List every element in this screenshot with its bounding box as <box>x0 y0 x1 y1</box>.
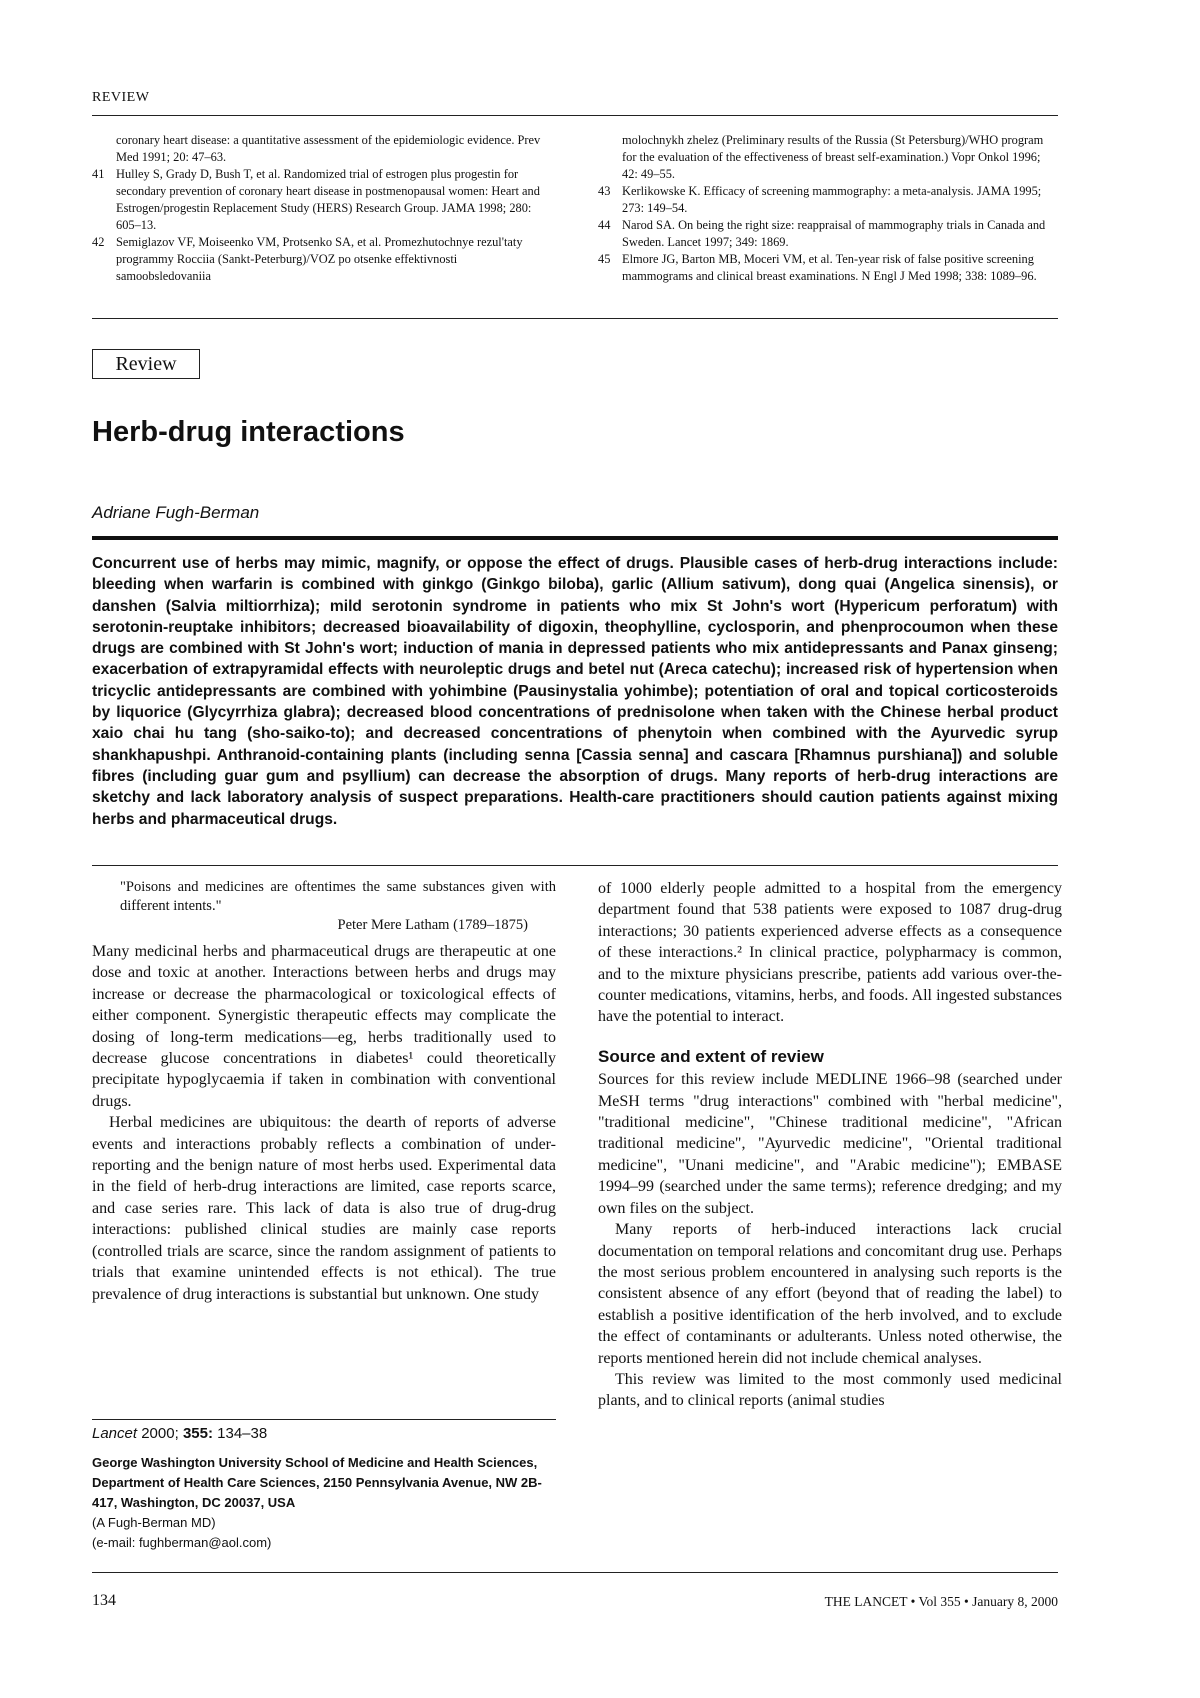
running-header: REVIEW <box>92 90 150 105</box>
citation <box>92 1425 267 1442</box>
author-name: Adriane Fugh-Berman <box>92 503 260 522</box>
references-bottom-rule <box>92 318 1058 319</box>
reference-entry: 44 Narod SA. On being the right size: reappraisal of mammography trials in Canada and Sweden. Lancet 1997; 349: 1869. <box>598 218 1046 249</box>
references-right-column <box>598 132 1053 285</box>
section-label-box: Review <box>92 349 200 379</box>
citation-journal: Lancet <box>92 1425 138 1442</box>
body-paragraph: This review was limited to the most commonly used medicinal plants, and to clinical reports (animal studies <box>598 1370 1062 1410</box>
article-title: Herb-drug interactions <box>92 416 405 448</box>
page-number: 134 <box>92 1592 116 1609</box>
reference-entry: 42 Semiglazov VF, Moiseenko VM, Protsenko SA, et al. Promezhutochnye rezul'taty programmy Rocciia (Sankt-Peterburg)/VOZ po otsenke effektivnosti samoobsledovaniia <box>92 235 523 283</box>
references-left-column <box>92 132 547 285</box>
citation-rule <box>92 1419 556 1420</box>
body-paragraph: Many reports of herb-induced interactions lack crucial documentation on temporal relations and concomitant drug use. Perhaps the most serious problem encountered in analysing such reports is the consistent absence of any effort (beyond that of reading the label) to establish a positive identification of the herb involved, and to exclude the effect of contaminants or adulterants. Unless noted otherwise, the reports mentioned herein did not include chemical analyses. <box>598 1221 1062 1367</box>
body-paragraph: Herbal medicines are ubiquitous: the dearth of reports of adverse events and interactions probably reflects a combination of under-reporting and the benign nature of most herbs used. Experimental data in the field of herb-drug interactions are limited, case reports scarce, and case series rare. This lack of data is also true of drug-drug interactions: published clinical studies are mainly case reports (controlled trials are scarce, since the random assignment of patients to trials that examine unintended effects is not ethical). The true prevalence of drug interactions is substantial but unknown. One study <box>92 1114 556 1303</box>
reference-entry: 45 Elmore JG, Barton MB, Moceri VM, et al. Ten-year risk of false positive screening mammograms and clinical breast examinations. N Engl J Med 1998; 338: 1089–96. <box>598 252 1037 283</box>
epigraph-quote: "Poisons and medicines are oftentimes the same substances given with different intents." <box>120 879 556 914</box>
abstract: Concurrent use of herbs may mimic, magnify, or oppose the effect of drugs. Plausible cases of herb-drug interactions include: bleeding when warfarin is combined with ginkgo (Ginkgo biloba), garlic (Allium sativum), dong quai (Angelica sinensis), or danshen (Salvia miltiorrhiza); mild serotonin syndrome in patients who mix St John's wort (Hypericum perforatum) with serotonin-reuptake inhibitors; decreased bioavailability of digoxin, theophylline, cyclosporin, and phenprocoumon when these drugs are combined with St John's wort; induction of mania in depressed patients who mix antidepressants and Panax ginseng; exacerbation of extrapyramidal effects with neuroleptic drugs and betel nut (Areca catechu); increased risk of hypertension when tricyclic antidepressants are combined with yohimbine (Pausinystalia yohimbe); potentiation of oral and topical corticosteroids by liquorice (Glycyrrhiza glabra); decreased blood concentrations of prednisolone when taken with the Chinese herbal product xaio chai hu tang (sho-saiko-to); and decreased concentrations of phenytoin when combined with the Ayurvedic syrup shankhapushpi. Anthranoid-containing plants (including senna [Cassia senna] and cascara [Rhamnus purshiana]) and soluble fibres (including guar gum and psyllium) can decrease the absorption of drugs. Many reports of herb-drug interactions are sketchy and lack laboratory analysis of suspect preparations. Health-care practitioners should caution patients against mixing herbs and pharmaceutical drugs. <box>92 555 1058 828</box>
affiliation-institution: George Washington University School of Medicine and Health Sciences, Department of Health Care Sciences, 2150 Pennsylvania Avenue, NW 2B-417, Washington, DC 20037, USA <box>92 1455 542 1510</box>
header-rule <box>92 115 1058 116</box>
abstract-top-rule <box>92 536 1058 540</box>
section-heading: Source and extent of review <box>598 1046 824 1066</box>
body-paragraph: Many medicinal herbs and pharmaceutical drugs are therapeutic at one dose and toxic at another. Interactions between herbs and drugs may increase or decrease the pharmacological or toxicological effects of either component. Synergistic therapeutic effects may complicate the dosing of long-term medications—eg, herbs traditionally used to decrease glucose concentrations in diabetes¹ could theoretically precipitate hypoglycaemia if taken in combination with conventional drugs. <box>92 943 556 1110</box>
abstract-bottom-rule <box>92 865 1058 866</box>
affiliation-email[interactable]: (e-mail: fughberman@aol.com) <box>92 1535 272 1550</box>
reference-entry: coronary heart disease: a quantitative assessment of the epidemiologic evidence. Prev Med 1991; 20: 47–63. <box>116 133 541 164</box>
footer-rule <box>92 1572 1058 1573</box>
reference-entry: molochnykh zhelez (Preliminary results of the Russia (St Petersburg)/WHO program for the evaluation of the effectiveness of breast self-examination.) Vopr Onkol 1996; 42: 49–55. <box>622 133 1044 181</box>
citation-volume: 355: <box>182 1425 213 1442</box>
epigraph <box>120 878 556 935</box>
author-affiliation <box>92 1453 562 1553</box>
epigraph-attribution: Peter Mere Latham (1789–1875) <box>337 917 528 933</box>
citation-pages: 134–38 <box>217 1425 268 1442</box>
reference-entry: 43 Kerlikowske K. Efficacy of screening mammography: a meta-analysis. JAMA 1995; 273: 149–54. <box>598 184 1042 215</box>
journal-info: THE LANCET • Vol 355 • January 8, 2000 <box>824 1594 1058 1609</box>
affiliation-person: (A Fugh-Berman MD) <box>92 1515 216 1530</box>
body-left-column <box>92 878 556 1305</box>
body-paragraph: of 1000 elderly people admitted to a hospital from the emergency department found that 538 patients were exposed to 1087 drug-drug interactions; 30 patients experienced adverse effects as a consequence of these interactions.² In clinical practice, polypharmacy is common, and to the mixture physicians prescribe, patients add various over-the-counter medications, vitamins, herbs, and foods. All ingested substances have the potential to interact. <box>598 880 1062 1026</box>
reference-entry: 41 Hulley S, Grady D, Bush T, et al. Randomized trial of estrogen plus progestin for secondary prevention of coronary heart disease in postmenopausal women: Heart and Estrogen/progestin Replacement Study (HERS) Research Group. JAMA 1998; 280: 605–13. <box>92 167 540 232</box>
body-paragraph: Sources for this review include MEDLINE 1966–98 (searched under MeSH terms "drug interactions" combined with "herbal medicine", "traditional medicine", "Chinese traditional medicine", "African traditional medicine", "Ayurvedic medicine", "Oriental traditional medicine", "Unani medicine", and "Arabic medicine"); EMBASE 1994–99 (searched under the same terms); reference dredging; and my own files on the subject. <box>598 1071 1062 1217</box>
body-right-column <box>598 878 1062 1412</box>
citation-year: 2000; <box>141 1425 179 1442</box>
